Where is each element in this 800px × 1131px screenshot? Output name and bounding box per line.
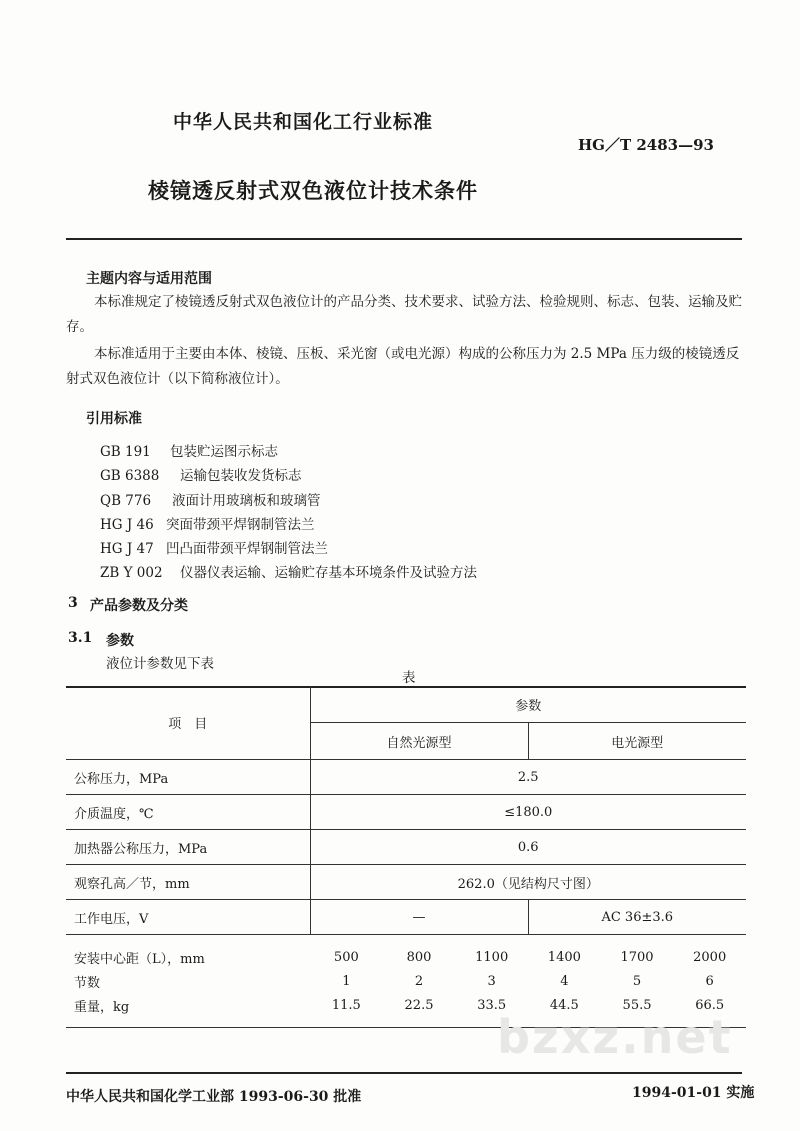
distance-row bbox=[66, 945, 746, 969]
table-row bbox=[66, 900, 746, 935]
section-3-1-number: 3.1 bbox=[68, 630, 93, 646]
sections-value: 4 bbox=[560, 973, 569, 989]
table-row bbox=[66, 760, 746, 795]
table-caption: 表 bbox=[402, 670, 416, 686]
reference-item bbox=[100, 440, 278, 460]
document-title: 棱镜透反射式双色液位计技术条件 bbox=[148, 178, 478, 203]
column-header-parameters: 参数 bbox=[310, 686, 746, 723]
row-value: 0.6 bbox=[310, 830, 746, 865]
parameter-table bbox=[66, 686, 746, 1028]
reference-code: ZB Y 002 bbox=[100, 565, 163, 581]
section-1-paragraph-1: 本标准规定了棱镜透反射式双色液位计的产品分类、技术要求、试验方法、检验规则、标志、包装、运输及贮存。 bbox=[66, 294, 742, 335]
reference-code: GB 191 bbox=[100, 444, 151, 460]
table-row bbox=[66, 830, 746, 865]
weight-value: 33.5 bbox=[477, 997, 507, 1013]
weight-value: 44.5 bbox=[549, 997, 579, 1013]
standard-title: 中华人民共和国化工行业标准 bbox=[173, 111, 434, 133]
reference-name: 突面带颈平焊钢制管法兰 bbox=[166, 517, 315, 533]
reference-name: 包装贮运图示标志 bbox=[170, 444, 278, 460]
voltage-natural: — bbox=[310, 900, 528, 935]
approval-text: 中华人民共和国化学工业部 1993-06-30 批准 bbox=[66, 1089, 362, 1105]
sections-value: 3 bbox=[487, 973, 496, 989]
section-1-paragraph-2: 本标准适用于主要由本体、棱镜、压板、采光窗（或电光源）构成的公称压力为 2.5 MPa 压力级的棱镜透反射式双色液位计（以下简称液位计）。 bbox=[66, 346, 740, 387]
distance-value: 500 bbox=[333, 949, 359, 965]
reference-code: HG J 47 bbox=[100, 541, 154, 557]
sections-value: 5 bbox=[632, 973, 642, 989]
section-3-1-title: 参数 bbox=[106, 633, 134, 649]
reference-name: 运输包装收发货标志 bbox=[180, 468, 302, 484]
column-header-natural-light: 自然光源型 bbox=[310, 723, 528, 760]
weight-value: 55.5 bbox=[622, 997, 652, 1013]
distance-value: 800 bbox=[406, 949, 432, 965]
row-value: 2.5 bbox=[310, 760, 746, 795]
section-3-title: 产品参数及分类 bbox=[90, 598, 188, 614]
reference-item bbox=[100, 464, 302, 484]
sections-value: 2 bbox=[414, 973, 424, 989]
distance-value: 1700 bbox=[620, 949, 654, 965]
footer-rule bbox=[66, 1072, 742, 1074]
row-value: ≤180.0 bbox=[310, 795, 746, 830]
reference-code: QB 776 bbox=[100, 493, 152, 509]
reference-name: 仪器仪表运输、运输贮存基本环境条件及试验方法 bbox=[180, 565, 477, 581]
section-3-1-text: 液位计参数见下表 bbox=[106, 656, 214, 672]
reference-item bbox=[100, 513, 315, 533]
sections-row bbox=[66, 969, 746, 993]
distance-value: 1100 bbox=[475, 949, 509, 965]
sections-value: 1 bbox=[342, 973, 351, 989]
header-rule bbox=[66, 238, 742, 240]
standard-code: HG／T 2483—93 bbox=[578, 136, 714, 154]
row-label: 公称压力，MPa bbox=[66, 760, 310, 795]
reference-name: 凹凸面带颈平焊钢制管法兰 bbox=[166, 541, 328, 557]
distance-label: 安装中心距（L），mm bbox=[74, 951, 205, 967]
row-label: 观察孔高／节，mm bbox=[66, 865, 310, 900]
row-label: 加热器公称压力，MPa bbox=[66, 830, 310, 865]
watermark: bzxz.net bbox=[497, 1010, 733, 1064]
effective-date: 1994-01-01 实施 bbox=[632, 1085, 755, 1101]
sections-value: 6 bbox=[705, 973, 714, 989]
reference-name: 液面计用玻璃板和玻璃管 bbox=[172, 493, 321, 509]
voltage-electric: AC 36±3.6 bbox=[528, 900, 746, 935]
table-row bbox=[66, 865, 746, 900]
distance-value: 1400 bbox=[547, 949, 581, 965]
reference-item bbox=[100, 489, 321, 509]
weight-value: 66.5 bbox=[695, 997, 725, 1013]
row-label: 介质温度，℃ bbox=[66, 795, 310, 830]
reference-code: GB 6388 bbox=[100, 468, 160, 484]
section-1-title: 主题内容与适用范围 bbox=[86, 271, 212, 287]
weight-value: 22.5 bbox=[404, 997, 434, 1013]
section-2-title: 引用标准 bbox=[86, 411, 142, 427]
distance-value: 2000 bbox=[693, 949, 727, 965]
column-header-item: 项 目 bbox=[66, 686, 310, 760]
sections-label: 节数 bbox=[74, 975, 101, 991]
column-header-electric-light: 电光源型 bbox=[528, 723, 746, 760]
weight-value: 11.5 bbox=[331, 997, 361, 1013]
reference-item bbox=[100, 561, 477, 581]
voltage-label: 工作电压，V bbox=[66, 900, 310, 935]
reference-code: HG J 46 bbox=[100, 517, 154, 533]
row-value: 262.0（见结构尺寸图） bbox=[310, 865, 746, 900]
weight-label: 重量，kg bbox=[74, 999, 130, 1015]
section-3-number: 3 bbox=[68, 595, 78, 611]
reference-item bbox=[100, 537, 328, 557]
table-row bbox=[66, 795, 746, 830]
